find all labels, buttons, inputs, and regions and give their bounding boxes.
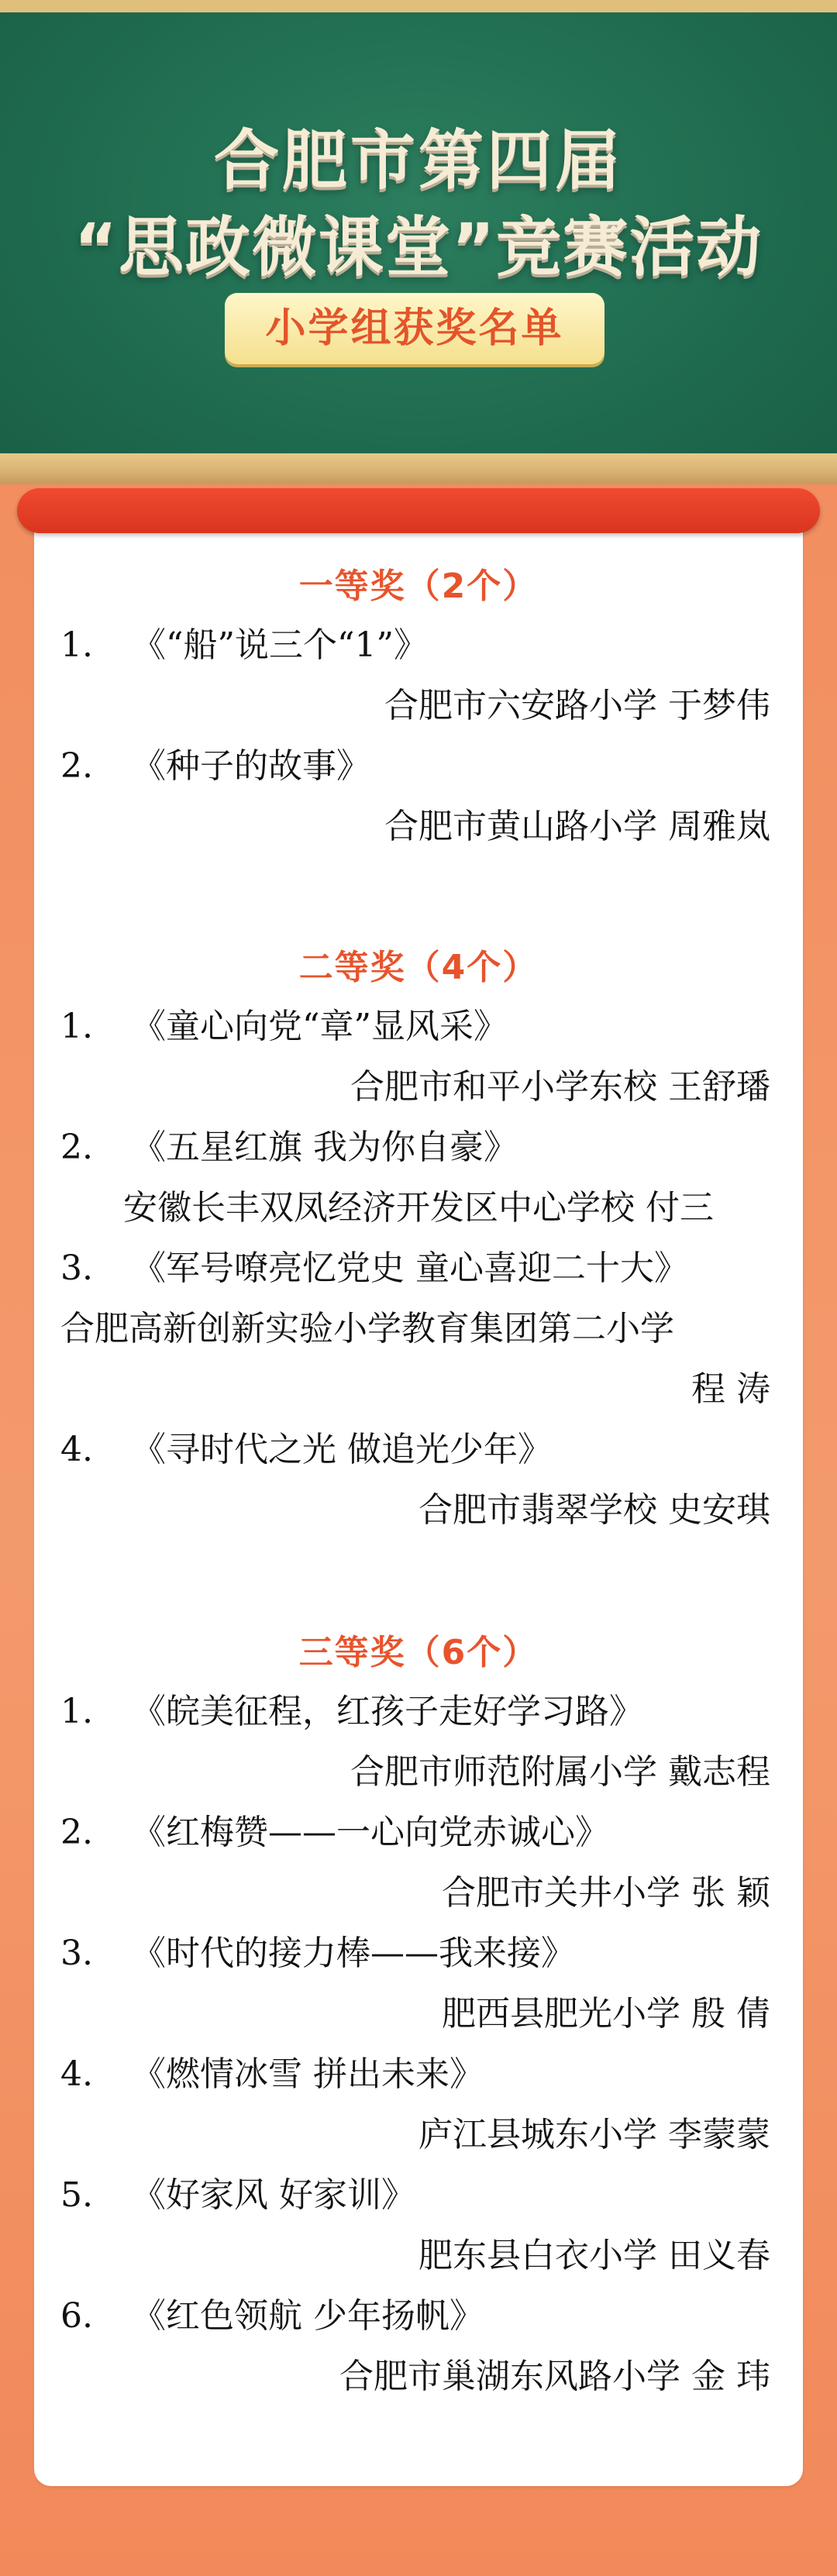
entry-school: 合肥市巢湖东风路小学 金 玮 (339, 2357, 770, 2396)
third-prize-section (34, 1624, 803, 2407)
entry-school: 合肥市关井小学 张 颖 (442, 1873, 770, 1913)
entry-school: 合肥市和平小学东校 王舒璠 (350, 1067, 770, 1107)
entry-title: 1. 《童心向党“章”显风采》 (60, 1007, 508, 1046)
first-prize-section (34, 558, 803, 857)
entry-school: 合肥市黄山路小学 周雅岚 (384, 807, 770, 846)
entry-title: 1. 《“船”说三个“1”》 (60, 625, 428, 665)
second-prize-section (34, 939, 803, 1541)
entry-school: 合肥市师范附属小学 戴志程 (350, 1752, 770, 1792)
entry-school: 肥西县肥光小学 殷 倩 (442, 1994, 770, 2034)
entry-school: 合肥高新创新实验小学教育集团第二小学 (60, 1309, 674, 1348)
title-line-2: “思政微课堂”竞赛活动 (74, 209, 763, 285)
entry-school: 合肥市六安路小学 于梦伟 (384, 686, 770, 725)
entry-title: 4. 《寻时代之光 做追光少年》 (60, 1430, 552, 1469)
entry-title: 6. 《红色领航 少年扬帆》 (60, 2296, 484, 2336)
entry-school: 肥东县白衣小学 田义春 (418, 2236, 770, 2275)
entry-title: 2. 《五星红旗 我为你自豪》 (60, 1128, 518, 1167)
entry-title: 3. 《军号嘹亮忆党史 童心喜迎二十大》 (60, 1248, 688, 1288)
second-prize-heading: 二等奖（4个） (298, 948, 539, 987)
entry-school: 合肥市翡翠学校 史安琪 (418, 1490, 770, 1530)
first-prize-heading: 一等奖（2个） (298, 567, 539, 606)
entry-title: 2. 《种子的故事》 (60, 746, 370, 786)
entry-school: 安徽长丰双凤经济开发区中心学校 付三 (123, 1188, 714, 1228)
board-ledge (0, 453, 837, 484)
entry-title: 4. 《燃情冰雪 拼出未来》 (60, 2054, 484, 2094)
title-line-1: 合肥市第四届 (213, 122, 623, 198)
entry-title: 1. 《皖美征程，红孩子走好学习路》 (60, 1692, 643, 1731)
entry-school: 庐江县城东小学 李蒙蒙 (418, 2115, 770, 2154)
subtitle-badge: 小学组获奖名单 (225, 293, 604, 364)
scroll-rod (17, 488, 820, 533)
entry-title: 5. 《好家风 好家训》 (60, 2175, 415, 2215)
entry-title: 3. 《时代的接力棒——我来接》 (60, 1934, 575, 1973)
third-prize-heading: 三等奖（6个） (298, 1633, 539, 1672)
entry-title: 2. 《红梅赞——一心向党赤诚心》 (60, 1813, 609, 1852)
entry-school: 程 涛 (691, 1369, 770, 1409)
